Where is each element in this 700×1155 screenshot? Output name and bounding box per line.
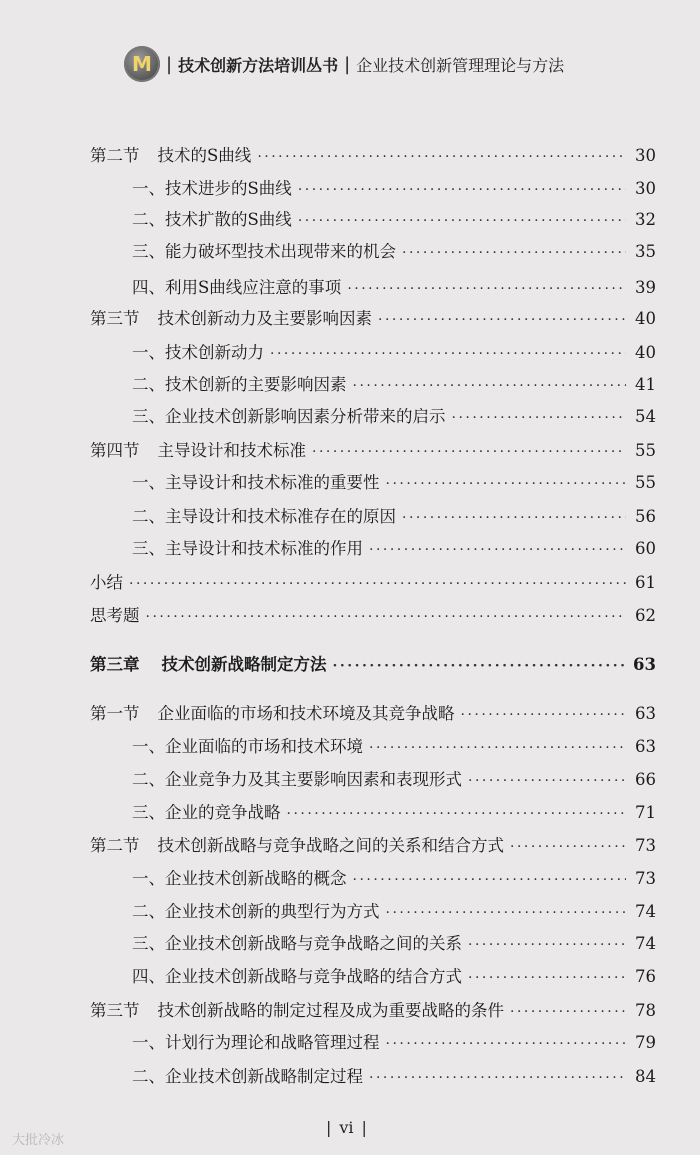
watermark: 大批冷冰 <box>12 1133 65 1148</box>
toc-entry-number: 二、 <box>132 902 165 921</box>
toc-entry-number: 第四节 <box>90 441 140 460</box>
toc-entry-row <box>132 964 656 990</box>
toc-entry-number: 二、 <box>132 507 165 526</box>
toc-entry-title: 企业面临的市场和技术环境 <box>165 737 363 756</box>
toc-entry-row <box>132 1030 656 1056</box>
footer-bar: | <box>326 1118 332 1137</box>
toc-entry-title: 企业的竞争战略 <box>165 803 281 822</box>
toc-leader-dots <box>369 1065 626 1091</box>
toc-entry-number: 三、 <box>132 934 165 953</box>
toc-entry-title: 企业竞争力及其主要影响因素和表现形式 <box>165 770 462 789</box>
toc-entry-title: 主导设计和技术标准存在的原因 <box>165 507 396 526</box>
toc-leader-dots <box>510 834 626 860</box>
toc-entry-title: 企业技术创新影响因素分析带来的启示 <box>165 407 446 426</box>
toc-page-number: 60 <box>635 539 656 558</box>
toc-entry-number: 三、 <box>132 242 165 261</box>
toc-entry-row <box>132 1064 656 1090</box>
toc-entry-number: 一、 <box>132 869 165 888</box>
toc-entry-title: 企业面临的市场和技术环境及其竞争战略 <box>157 704 455 723</box>
toc-leader-dots <box>369 537 626 563</box>
toc-entry-label <box>132 734 363 760</box>
toc-entry-number: 二、 <box>132 210 165 229</box>
toc-entry-label <box>132 239 396 265</box>
header-separator: | <box>166 53 173 75</box>
toc-entry-number: 四、 <box>132 967 165 986</box>
toc-section-row <box>90 438 656 464</box>
toc-entry-row <box>132 176 656 202</box>
toc-entry-row <box>132 899 656 925</box>
toc-entry-number: 第一节 <box>90 704 140 723</box>
toc-page-number: 76 <box>635 967 656 986</box>
toc-entry-row <box>90 570 656 596</box>
book-title: 企业技术创新管理理论与方法 <box>356 55 565 75</box>
toc-leader-dots <box>468 932 626 958</box>
toc-entry-title: 能力破坏型技术出现带来的机会 <box>165 242 396 261</box>
toc-entry-label <box>90 603 140 629</box>
toc-leader-dots <box>287 801 627 827</box>
toc-entry-label <box>90 306 372 332</box>
toc-entry-number: 三、 <box>132 539 165 558</box>
toc-entry-number: 第三节 <box>90 309 140 328</box>
toc-entry-title: 技术创新战略制定方法 <box>161 655 327 674</box>
toc-leader-dots <box>386 1031 627 1057</box>
toc-entry-label <box>90 652 327 678</box>
toc-page-number: 71 <box>635 803 656 822</box>
toc-leader-dots <box>369 735 626 761</box>
toc-page-number: 74 <box>635 902 656 921</box>
toc-entry-title: 小结 <box>90 573 123 592</box>
toc-entry-title: 企业技术创新战略的概念 <box>165 869 347 888</box>
toc-entry-row <box>132 536 656 562</box>
toc-section-row <box>90 143 656 169</box>
toc-entry-label <box>132 404 446 430</box>
toc-chapter-row <box>90 652 656 678</box>
toc-page-number: 55 <box>635 441 656 460</box>
toc-entry-title: 技术创新战略与竞争战略之间的关系和结合方式 <box>157 836 504 855</box>
toc-leader-dots <box>347 276 626 302</box>
toc-entry-row <box>132 372 656 398</box>
toc-leader-dots <box>270 341 626 367</box>
toc-leader-dots <box>298 208 626 234</box>
toc-page-number: 30 <box>635 179 656 198</box>
toc-section-row <box>90 701 656 727</box>
toc-page-number: 66 <box>635 770 656 789</box>
toc-leader-dots <box>333 653 627 679</box>
page-footer <box>326 1118 367 1137</box>
toc-entry-row <box>132 931 656 957</box>
toc-entry-label <box>132 470 380 496</box>
toc-leader-dots <box>298 177 626 203</box>
toc-page-number: 55 <box>635 473 656 492</box>
toc-entry-title: 技术扩散的S曲线 <box>165 210 292 229</box>
toc-page-number: 63 <box>635 737 656 756</box>
toc-entry-number: 二、 <box>132 1067 165 1086</box>
toc-entry-number: 一、 <box>132 179 165 198</box>
toc-entry-row <box>132 207 656 233</box>
toc-entry-label <box>132 340 264 366</box>
toc-entry-number: 一、 <box>132 1033 165 1052</box>
toc-entry-number: 二、 <box>132 770 165 789</box>
toc-entry-row <box>132 239 656 265</box>
toc-entry-label <box>90 701 455 727</box>
toc-entry-row <box>90 603 656 629</box>
toc-page-number: 63 <box>633 655 656 674</box>
toc-page-number: 39 <box>635 278 656 297</box>
toc-section-row <box>90 833 656 859</box>
toc-entry-row <box>132 504 656 530</box>
toc-entry-label <box>132 800 281 826</box>
page-number: vi <box>339 1118 354 1137</box>
toc-entry-title: 企业技术创新的典型行为方式 <box>165 902 380 921</box>
toc-page-number: 41 <box>635 375 656 394</box>
toc-leader-dots <box>468 965 626 991</box>
toc-leader-dots <box>312 439 626 465</box>
toc-leader-dots <box>129 571 626 597</box>
toc-leader-dots <box>146 604 627 630</box>
toc-entry-label <box>132 536 363 562</box>
toc-entry-title: 技术创新战略的制定过程及成为重要战略的条件 <box>157 1001 504 1020</box>
toc-leader-dots <box>452 405 627 431</box>
toc-entry-number: 三、 <box>132 407 165 426</box>
toc-section-row <box>90 998 656 1024</box>
toc-page-number: 84 <box>635 1067 656 1086</box>
toc-entry-title: 主导设计和技术标准的重要性 <box>165 473 380 492</box>
toc-page-number: 74 <box>635 934 656 953</box>
toc-entry-title: 企业技术创新战略与竞争战略的结合方式 <box>165 967 462 986</box>
toc-leader-dots <box>353 373 627 399</box>
toc-leader-dots <box>386 900 627 926</box>
toc-entry-title: 技术创新动力 <box>165 343 264 362</box>
toc-entry-row <box>132 404 656 430</box>
toc-page-number: 61 <box>635 573 656 592</box>
toc-leader-dots <box>402 240 626 266</box>
toc-leader-dots <box>386 471 627 497</box>
toc-entry-label <box>132 176 292 202</box>
toc-entry-label <box>132 964 462 990</box>
toc-leader-dots <box>468 768 626 794</box>
toc-page-number: 30 <box>635 146 656 165</box>
toc-entry-label <box>132 899 380 925</box>
toc-page-number: 73 <box>635 836 656 855</box>
toc-entry-label <box>132 504 396 530</box>
toc-leader-dots <box>353 867 627 893</box>
toc-entry-title: 主导设计和技术标准的作用 <box>165 539 363 558</box>
toc-entry-label <box>132 275 341 301</box>
toc-entry-label <box>90 143 251 169</box>
toc-entry-title: 技术创新动力及主要影响因素 <box>157 309 372 328</box>
toc-leader-dots <box>510 999 626 1025</box>
toc-page-number: 40 <box>635 309 656 328</box>
toc-leader-dots <box>257 144 626 170</box>
toc-page-number: 54 <box>635 407 656 426</box>
toc-entry-number: 二、 <box>132 375 165 394</box>
toc-page-number: 63 <box>635 704 656 723</box>
toc-entry-number: 一、 <box>132 343 165 362</box>
header-separator: | <box>344 53 351 75</box>
toc-page-number: 40 <box>635 343 656 362</box>
toc-leader-dots <box>461 702 627 728</box>
series-logo-icon: M <box>124 46 160 82</box>
toc-entry-number: 第二节 <box>90 146 140 165</box>
toc-entry-label <box>132 866 347 892</box>
toc-entry-title: 利用S曲线应注意的事项 <box>165 278 342 297</box>
toc-entry-number: 第二节 <box>90 836 140 855</box>
toc-entry-row <box>132 470 656 496</box>
toc-entry-label <box>132 1064 363 1090</box>
toc-entry-label <box>90 438 306 464</box>
footer-bar: | <box>361 1118 367 1137</box>
toc-entry-row <box>132 734 656 760</box>
toc-entry-row <box>132 340 656 366</box>
toc-page-number: 78 <box>635 1001 656 1020</box>
toc-entry-title: 主导设计和技术标准 <box>157 441 306 460</box>
toc-leader-dots <box>402 505 626 531</box>
toc-entry-title: 技术的S曲线 <box>157 146 252 165</box>
toc-entry-number: 三、 <box>132 803 165 822</box>
toc-entry-label <box>132 1030 380 1056</box>
toc-entry-title: 企业技术创新战略与竞争战略之间的关系 <box>165 934 462 953</box>
toc-entry-title: 思考题 <box>90 606 140 625</box>
toc-page-number: 35 <box>635 242 656 261</box>
toc-entry-number: 第三章 <box>90 655 140 674</box>
toc-entry-label <box>90 998 504 1024</box>
toc-entry-row <box>132 866 656 892</box>
toc-entry-title: 企业技术创新战略制定过程 <box>165 1067 363 1086</box>
toc-entry-number: 第三节 <box>90 1001 140 1020</box>
running-header <box>124 44 564 84</box>
toc-section-row <box>90 306 656 332</box>
toc-leader-dots <box>378 307 626 333</box>
toc-page-number: 32 <box>635 210 656 229</box>
toc-page-number: 62 <box>635 606 656 625</box>
toc-entry-number: 四、 <box>132 278 165 297</box>
toc-page-number: 73 <box>635 869 656 888</box>
toc-entry-label <box>90 833 504 859</box>
toc-entry-label <box>132 372 347 398</box>
toc-entry-row <box>132 800 656 826</box>
toc-entry-title: 技术创新的主要影响因素 <box>165 375 347 394</box>
toc-entry-label <box>90 570 123 596</box>
toc-entry-number: 一、 <box>132 737 165 756</box>
toc-entry-label <box>132 767 462 793</box>
toc-entry-row <box>132 767 656 793</box>
toc-page-number: 56 <box>635 507 656 526</box>
toc-entry-title: 计划行为理论和战略管理过程 <box>165 1033 380 1052</box>
toc-entry-row <box>132 275 656 301</box>
series-title: 技术创新方法培训丛书 <box>178 55 339 75</box>
toc-page-number: 79 <box>635 1033 656 1052</box>
toc-entry-label <box>132 931 462 957</box>
toc-entry-label <box>132 207 292 233</box>
toc-entry-title: 技术进步的S曲线 <box>165 179 292 198</box>
toc-entry-number: 一、 <box>132 473 165 492</box>
